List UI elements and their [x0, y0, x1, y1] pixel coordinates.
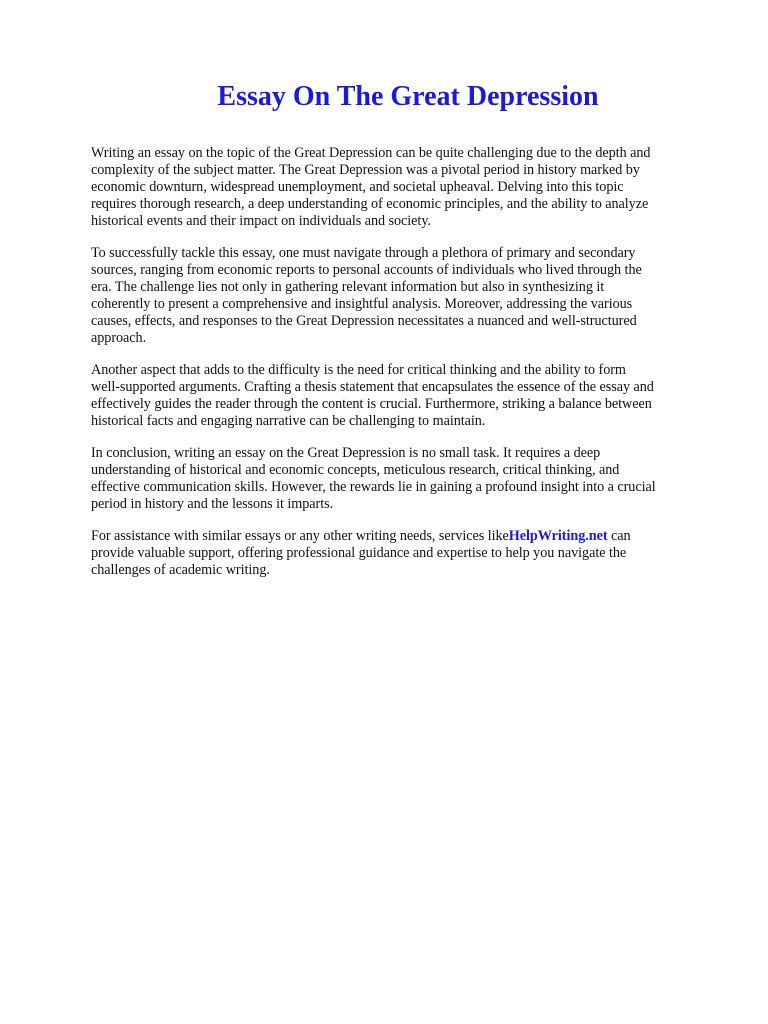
helpwriting-link[interactable]: HelpWriting.net: [508, 528, 608, 544]
paragraph-4: [91, 445, 721, 513]
paragraph-1: [91, 145, 721, 230]
text-line: effective communication skills. However, the rewards lie in gaining a profound insight into a crucial: [91, 479, 656, 495]
text-line: well-supported arguments. Crafting a thesis statement that encapsulates the essence of the essay and: [91, 379, 654, 395]
document-title: Essay On The Great Depression: [217, 81, 599, 112]
text-line-with-link: [91, 528, 721, 545]
text-line: Another aspect that adds to the difficulty is the need for critical thinking and the ability to form: [91, 362, 626, 378]
closing-text-before-link: For assistance with similar essays or any other writing needs, services like: [91, 528, 509, 544]
text-line: challenges of academic writing.: [91, 562, 270, 578]
text-line: historical events and their impact on individuals and society.: [91, 213, 431, 229]
text-line: era. The challenge lies not only in gathering relevant information but also in synthesizing it: [91, 279, 605, 295]
paragraph-2: [91, 245, 721, 347]
text-line: provide valuable support, offering professional guidance and expertise to help you navigate the: [91, 545, 627, 561]
text-line: Writing an essay on the topic of the Great Depression can be quite challenging due to the depth and: [91, 145, 651, 161]
paragraph-3: [91, 362, 721, 430]
text-line: approach.: [91, 330, 147, 346]
text-line: causes, effects, and responses to the Great Depression necessitates a nuanced and well-structured: [91, 313, 637, 329]
document-body: [91, 145, 721, 594]
paragraph-closing: [91, 528, 721, 579]
text-line: complexity of the subject matter. The Great Depression was a pivotal period in history marked by: [91, 162, 640, 178]
text-line: period in history and the lessons it imparts.: [91, 496, 334, 512]
text-line: To successfully tackle this essay, one must navigate through a plethora of primary and secondary: [91, 245, 636, 261]
text-line: coherently to present a comprehensive and insightful analysis. Moreover, addressing the various: [91, 296, 633, 312]
text-line: effectively guides the reader through the content is crucial. Furthermore, striking a balance between: [91, 396, 652, 412]
text-line: sources, ranging from economic reports to personal accounts of individuals who lived through the: [91, 262, 642, 278]
closing-text-after-link: can: [607, 528, 631, 544]
text-line: understanding of historical and economic concepts, meticulous research, critical thinking, and: [91, 462, 620, 478]
text-line: economic downturn, widespread unemployment, and societal upheaval. Delving into this topic: [91, 179, 624, 195]
text-line: historical facts and engaging narrative can be challenging to maintain.: [91, 413, 486, 429]
text-line: In conclusion, writing an essay on the Great Depression is no small task. It requires a deep: [91, 445, 601, 461]
text-line: requires thorough research, a deep understanding of economic principles, and the ability to analyze: [91, 196, 649, 212]
